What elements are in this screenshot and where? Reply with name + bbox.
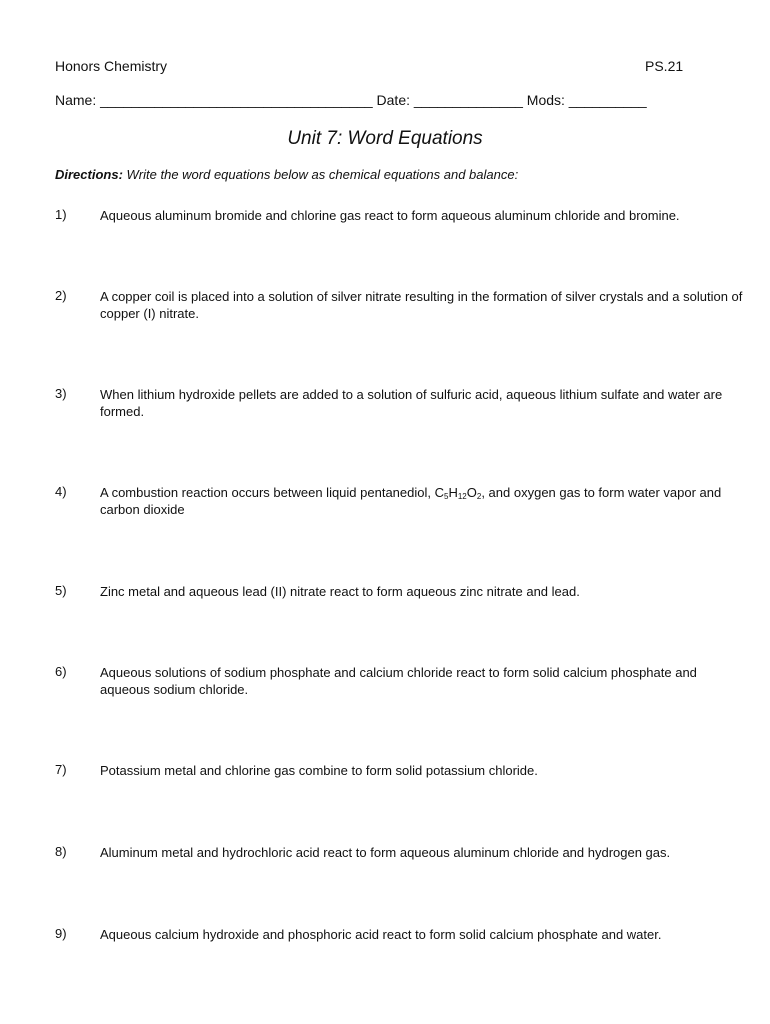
formula-element: C xyxy=(434,485,444,500)
page-title: Unit 7: Word Equations xyxy=(287,128,483,149)
formula-subscript: 12 xyxy=(457,492,467,501)
question-number: 6) xyxy=(55,664,67,679)
formula-element: O xyxy=(466,485,477,500)
question-text: Aqueous solutions of sodium phosphate and calcium chloride react to form solid calcium phosphate and aqueous sodium chloride. xyxy=(100,665,697,697)
formula-subscript: 5 xyxy=(444,492,449,501)
question-number: 7) xyxy=(55,762,67,777)
directions xyxy=(55,167,518,182)
directions-text: Write the word equations below as chemical equations and balance: xyxy=(126,167,519,182)
question-text: Zinc metal and aqueous lead (II) nitrate react to form aqueous zinc nitrate and lead. xyxy=(100,584,580,599)
question-text: Potassium metal and chlorine gas combine to form solid potassium chloride. xyxy=(100,763,538,778)
question-number: 5) xyxy=(55,583,67,598)
question-text-after: , and oxygen gas to form water vapor and carbon dioxide xyxy=(100,485,722,517)
question-text-before: A combustion reaction occurs between liquid pentanediol, xyxy=(100,485,435,500)
question-number: 9) xyxy=(55,926,67,941)
question-text: Aqueous calcium hydroxide and phosphoric acid react to form solid calcium phosphate and water. xyxy=(100,927,662,942)
formula-element: H xyxy=(448,485,458,500)
worksheet-code: PS.21 xyxy=(645,58,684,74)
pentanediol-formula xyxy=(435,485,482,500)
question-text: Aqueous aluminum bromide and chlorine gas react to form aqueous aluminum chloride and bromine. xyxy=(100,208,680,223)
question-number: 1) xyxy=(55,207,67,222)
formula-subscript: 2 xyxy=(476,492,482,501)
question-text: Aluminum metal and hydrochloric acid react to form aqueous aluminum chloride and hydrogen gas. xyxy=(100,845,671,860)
question-number: 8) xyxy=(55,844,67,859)
course-title: Honors Chemistry xyxy=(55,58,168,74)
question-text: A copper coil is placed into a solution of silver nitrate resulting in the formation of silver crystals and a solution of copper (I) nitrate. xyxy=(100,289,743,321)
question-number: 3) xyxy=(55,386,67,401)
question-text xyxy=(100,484,748,518)
question-number: 2) xyxy=(55,288,67,303)
question-number: 4) xyxy=(55,484,67,499)
question-text: When lithium hydroxide pellets are added to a solution of sulfuric acid, aqueous lithium sulfate and water are formed. xyxy=(100,387,723,419)
directions-label: Directions: xyxy=(55,167,123,182)
name-date-mods-line: Name: ___________________________________ Date: ______________ Mods: __________ xyxy=(55,92,647,108)
